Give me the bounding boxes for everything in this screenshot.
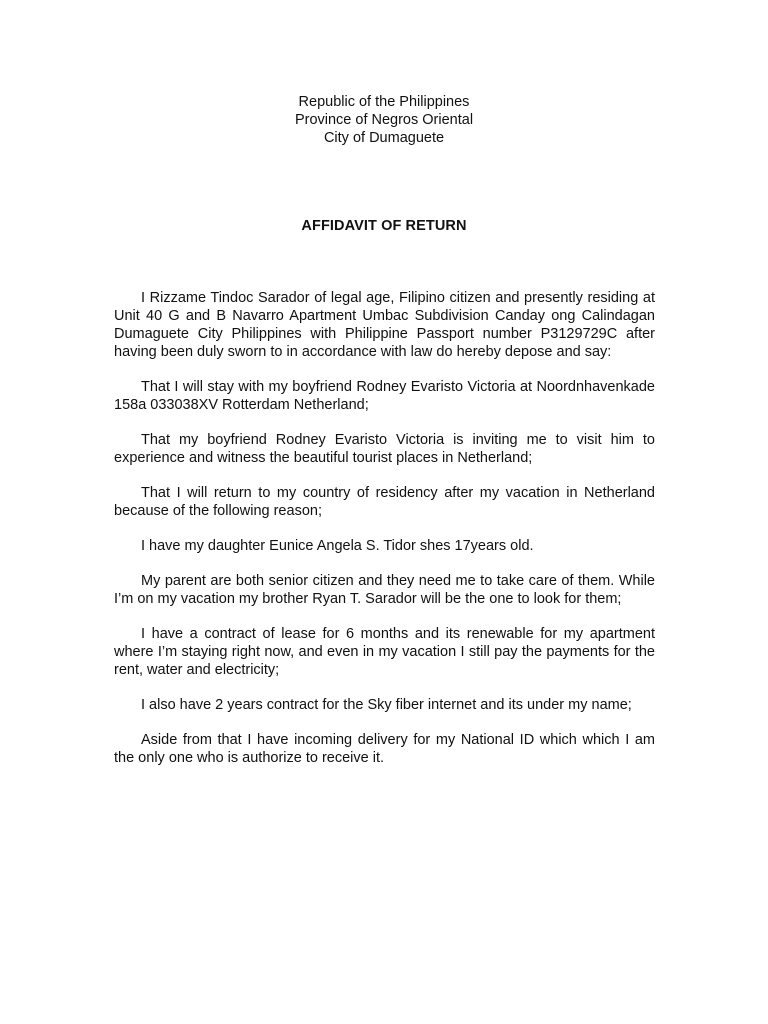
- header-line-city: City of Dumaguete: [323, 130, 445, 146]
- document-body: [114, 289, 655, 784]
- paragraph-national-id: Aside from that I have incoming delivery for my National ID which which I am the only one who is authorize to receive it.: [114, 732, 655, 766]
- document-title: AFFIDAVIT OF RETURN: [301, 218, 467, 234]
- paragraph-invitation: That my boyfriend Rodney Evaristo Victoria is inviting me to visit him to experience and witness the beautiful tourist places in Netherland;: [114, 432, 655, 466]
- paragraph-daughter: I have my daughter Eunice Angela S. Tidor shes 17years old.: [141, 538, 534, 554]
- header-line-province: Province of Negros Oriental: [294, 112, 474, 128]
- paragraph-parents: My parent are both senior citizen and they need me to take care of them. While I’m on my vacation my brother Ryan T. Sarador will be the one to look for them;: [114, 573, 655, 607]
- paragraph-lease: I have a contract of lease for 6 months and its renewable for my apartment where I’m staying right now, and even in my vacation I still pay the payments for the rent, water and electricity;: [114, 626, 655, 678]
- paragraph-internet: I also have 2 years contract for the Sky fiber internet and its under my name;: [141, 697, 632, 713]
- paragraph-stay: That I will stay with my boyfriend Rodney Evaristo Victoria at Noordnhavenkade 158a 033038XV Rotterdam Netherland;: [114, 379, 655, 413]
- document-header: [0, 93, 768, 147]
- header-line-country: Republic of the Philippines: [298, 94, 470, 110]
- paragraph-intro: I Rizzame Tindoc Sarador of legal age, Filipino citizen and presently residing at Unit 40 G and B Navarro Apartment Umbac Subdivision Canday ong Calindagan Dumaguete City Philippines with Philippine Passport number P3129729C after having been duly sworn to in accordance with law do hereby depose and say:: [114, 290, 655, 360]
- paragraph-return: That I will return to my country of residency after my vacation in Netherland because of the following reason;: [114, 485, 655, 519]
